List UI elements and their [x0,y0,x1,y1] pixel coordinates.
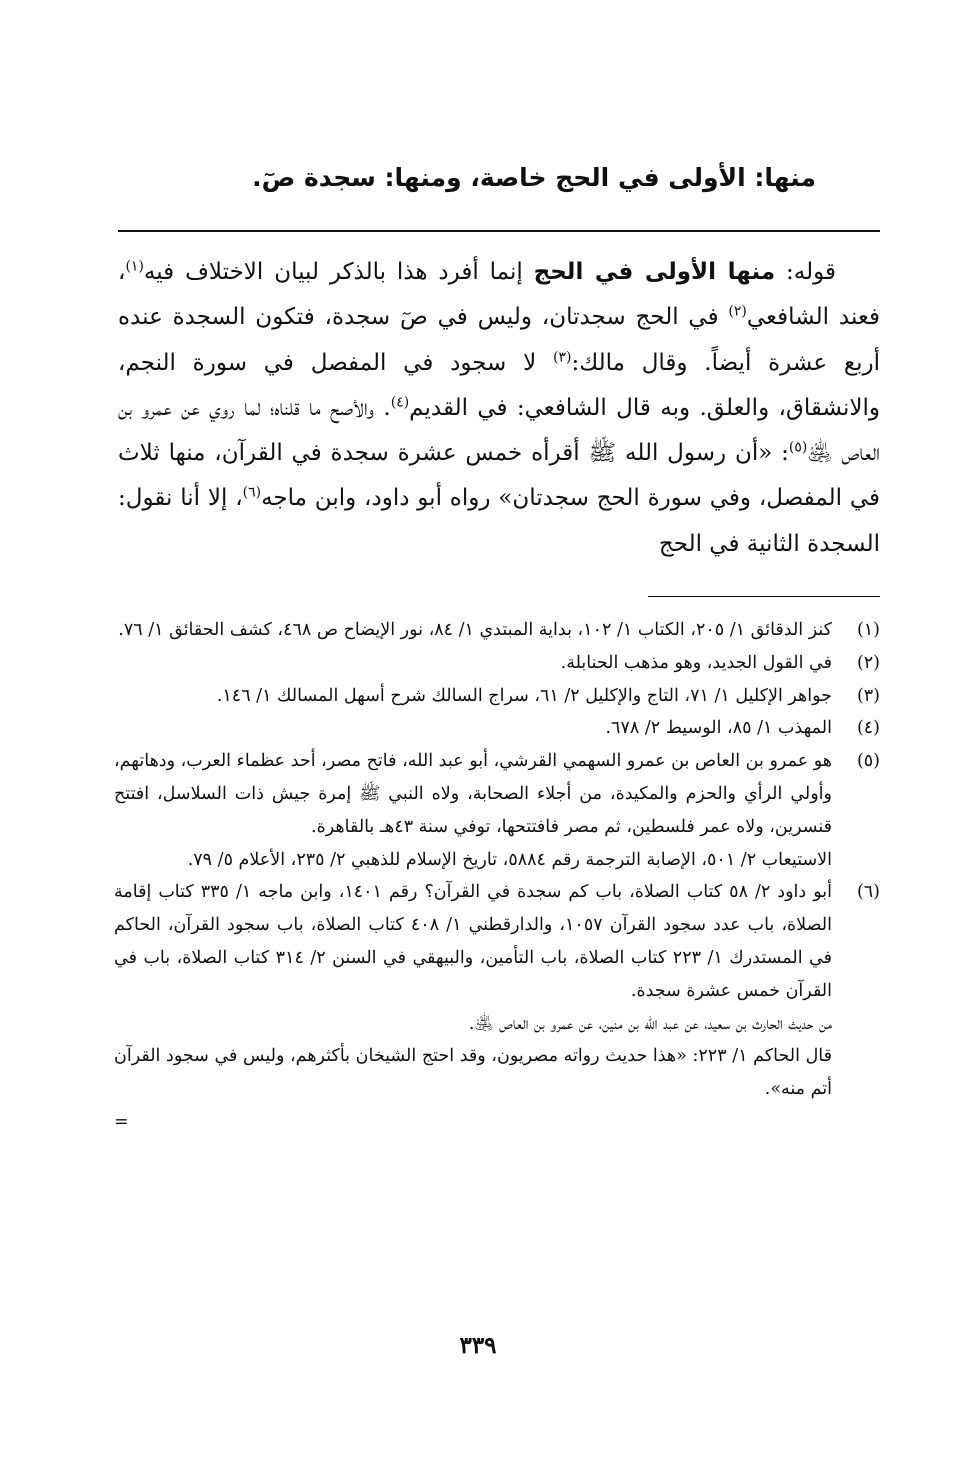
footnote-line: في القول الجديد، وهو مذهب الحنابلة. [560,652,832,673]
commentary-segment: لا سجود في المفصل في سورة النجم، والانشقاق، والعلق. وبه قال الشافعي: في القديم [118,349,880,421]
commentary-segment: ، فعند الشافعي [118,259,880,331]
footnote-ref-5[interactable]: (٥) [788,439,808,456]
commentary-segment: . والأصح ما قلناه؛ لما روي عن عمرو بن العاص ﵁ [118,394,881,467]
commentary-segment: إنما أفرد هذا بالذكر لبيان الاختلاف فيه [143,259,534,285]
footnote [114,745,880,876]
commentary-segment: ، إلا أنا نقول: السجدة الثانية في الحج [118,485,880,557]
footnote-number: (٤) [856,718,880,739]
footnote-number: (٦) [856,882,880,903]
footnote-number: (٣) [856,685,880,706]
matn-heading: منها: الأولى في الحج خاصة، ومنها: سجدة صٓ. [252,163,816,192]
footnote-continuation-mark: = [114,1111,129,1132]
footnote-ref-3[interactable]: (٣) [552,348,572,365]
footnote-ref-2[interactable]: (٢) [728,303,747,320]
footnote-ref-4[interactable]: (٤) [390,394,410,411]
commentary-text [118,250,880,567]
footnote-number: (١) [856,620,880,640]
footnote-body [114,614,832,647]
footnote-number: (٥) [856,751,880,772]
footnote-line: المهذب ١/ ٨٥، الوسيط ٢/ ٦٧٨. [605,718,832,739]
footnote-ref-6[interactable]: (٦) [242,484,262,501]
footnote [114,712,880,745]
footnote [114,876,880,1136]
footnote-body [114,745,832,876]
footnote-body [114,647,832,680]
footnote-number: (٢) [856,652,880,673]
page-number: ٣٣٩ [459,1332,497,1359]
footnote-body [114,712,832,745]
commentary-segment: في الحج سجدتان، وليس في صٓ سجدة، فتكون السجدة عنده أربع عشرة أيضاً. وقال مالك: [118,304,880,376]
footnote-line: كنز الدقائق ١/ ٢٠٥، الكتاب ١/ ١٠٢، بداية المبتدي ١/ ٨٤، نور الإيضاح ص ٤٦٨، كشف الحقائق ١/ ٧٦. [118,620,832,640]
quoted-phrase: منها الأولى في الحج [533,259,776,285]
footnote [114,614,880,647]
footnote-line: قال الحاكم ١/ ٢٢٣: «هذا حديث رواته مصريون، وقد احتج الشيخان بأكثرهم، وليس في سجود القرآن أتم منه». [114,1046,832,1100]
footnote-body [114,680,832,713]
footnote-body [114,876,832,1136]
footnote-line: من حديث الحارث بن سعيد، عن عبد الله بن منين، عن عمرو بن العاص ﵁. [468,1013,832,1034]
footnote-ref-1[interactable]: (١) [125,258,144,275]
footnote-line: هو عمرو بن العاص بن عمرو السهمي القرشي، أبو عبد الله، فاتح مصر، أحد عظماء العرب، ودهاتهم، وأولي الرأي والحزم والمكيدة، من أجلاء الصحابة، ولاه النبي ﷺ إمرة جيش ذات السلاسل، افتتح قنسرين، ولاه عمر فلسطين، ثم مصر فافتتحها، توفي سنة ٤٣هـ بالقاهرة. [114,751,832,837]
footnote-line: أبو داود ٢/ ٥٨ كتاب الصلاة، باب كم سجدة في القرآن؟ رقم ١٤٠١، وابن ماجه ١/ ٣٣٥ كتاب إقامة الصلاة، باب عدد سجود القرآن ١٠٥٧، والدارقطني ١/ ٤٠٨ كتاب الصلاة، باب سجود القرآن، الحاكم في المستدرك ١/ ٢٢٣ كتاب الصلاة، باب التأمين، والبيهقي في السنن ٢/ ٣١٤ كتاب الصلاة، باب في القرآن خمس عشرة سجدة. [114,882,832,1001]
footnotes-section [114,614,880,1136]
commentary-paragraph [118,250,880,567]
commentary-lead: قوله: [775,259,836,285]
footnote-line: جواهر الإكليل ١/ ٧١، التاج والإكليل ٢/ ٦١، سراج السالك شرح أسهل المسالك ١/ ١٤٦. [216,685,832,706]
footnote-line: الاستيعاب ٢/ ٥٠١، الإصابة الترجمة رقم ٥٨٨٤، تاريخ الإسلام للذهبي ٢/ ٢٣٥، الأعلام ٥/ ٧٩. [187,849,832,870]
footnote [114,680,880,713]
footnote [114,647,880,680]
commentary-segment: : «أن رسول الله ﷺ أقرأه خمس عشرة سجدة في القرآن، منها ثلاث في المفصل، وفي سورة الحج سجدتان» رواه أبو داود، وابن ماجه [118,440,880,512]
matn-separator-rule [118,230,880,232]
footnote-separator-rule [648,596,880,597]
